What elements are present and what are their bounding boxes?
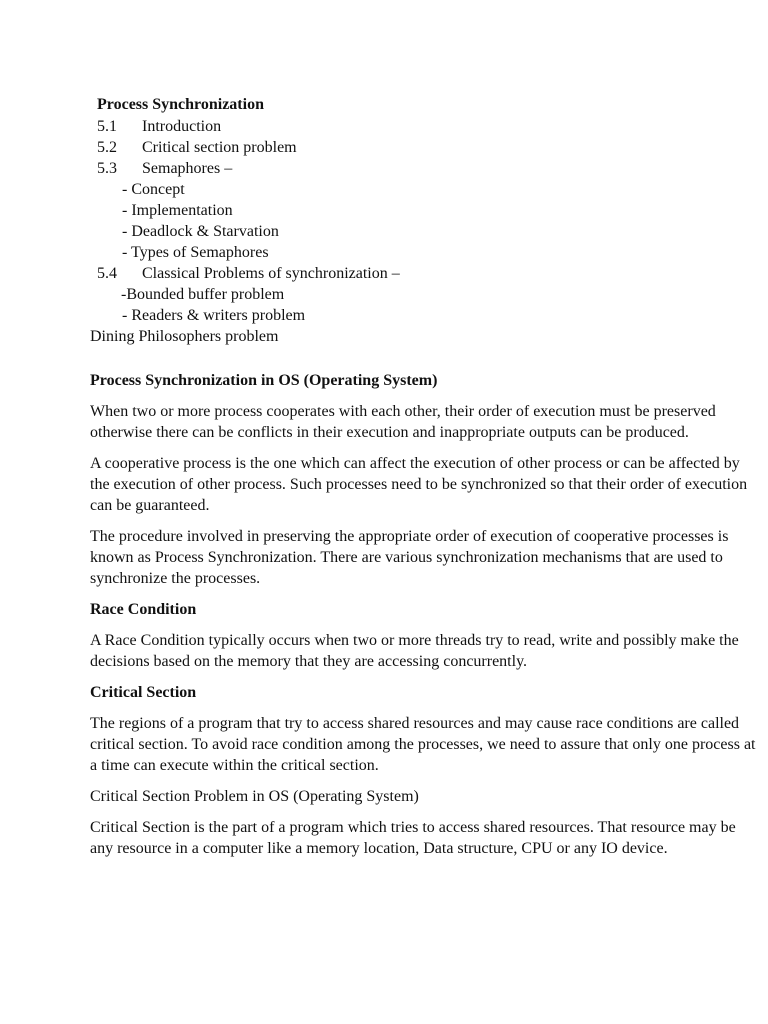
toc-item-label: Classical Problems of synchronization –	[142, 265, 400, 282]
paragraph: When two or more process cooperates with each other, their order of execution must be preserved otherwise there can be conflicts in their execution and inappropriate outputs can be produced.	[90, 403, 716, 441]
section-heading-race-condition: Race Condition	[90, 601, 197, 618]
toc-subitem: - Deadlock & Starvation	[122, 223, 279, 240]
document-body	[90, 370, 758, 869]
toc-item-label: Semaphores –	[142, 160, 233, 177]
toc-subitem: - Types of Semaphores	[122, 244, 269, 261]
section-heading-critical-section-problem: Critical Section Problem in OS (Operating System)	[90, 788, 419, 805]
paragraph: Critical Section is the part of a program which tries to access shared resources. That resource may be any resource in a computer like a memory location, Data structure, CPU or any IO device.	[90, 819, 736, 857]
paragraph: The regions of a program that try to access shared resources and may cause race conditions are called critical section. To avoid race condition among the processes, we need to assure that only one process at a time can execute within the critical section.	[90, 715, 756, 774]
table-of-contents	[90, 94, 690, 347]
toc-item	[90, 263, 690, 284]
toc-subitem: - Implementation	[122, 202, 233, 219]
paragraph: A cooperative process is the one which can affect the execution of other process or can be affected by the execution of other process. Such processes need to be synchronized so that their order of execution can be guaranteed.	[90, 455, 748, 514]
toc-subitem: -Bounded buffer problem	[121, 286, 285, 303]
toc-item-number: 5.3	[97, 160, 117, 177]
toc-item-label: Introduction	[142, 118, 222, 135]
paragraph: The procedure involved in preserving the appropriate order of execution of cooperative processes is known as Process Synchronization. There are various synchronization mechanisms that are used to synchronize the processes.	[90, 528, 729, 587]
paragraph: A Race Condition typically occurs when two or more threads try to read, write and possibly make the decisions based on the memory that they are accessing concurrently.	[90, 632, 739, 670]
toc-item	[90, 116, 690, 137]
toc-subitem: - Readers & writers problem	[122, 307, 306, 324]
toc-item-number: 5.4	[97, 265, 117, 282]
toc-item-label: Critical section problem	[142, 139, 297, 156]
toc-last-line: Dining Philosophers problem	[90, 328, 279, 345]
toc-item	[90, 137, 690, 158]
section-heading-critical-section: Critical Section	[90, 684, 197, 701]
toc-item-number: 5.2	[97, 139, 117, 156]
toc-item	[90, 158, 690, 179]
section-heading-process-sync: Process Synchronization in OS (Operating System)	[90, 372, 438, 389]
toc-item-number: 5.1	[97, 118, 117, 135]
toc-subitem: - Concept	[122, 181, 185, 198]
toc-title: Process Synchronization	[97, 96, 264, 113]
